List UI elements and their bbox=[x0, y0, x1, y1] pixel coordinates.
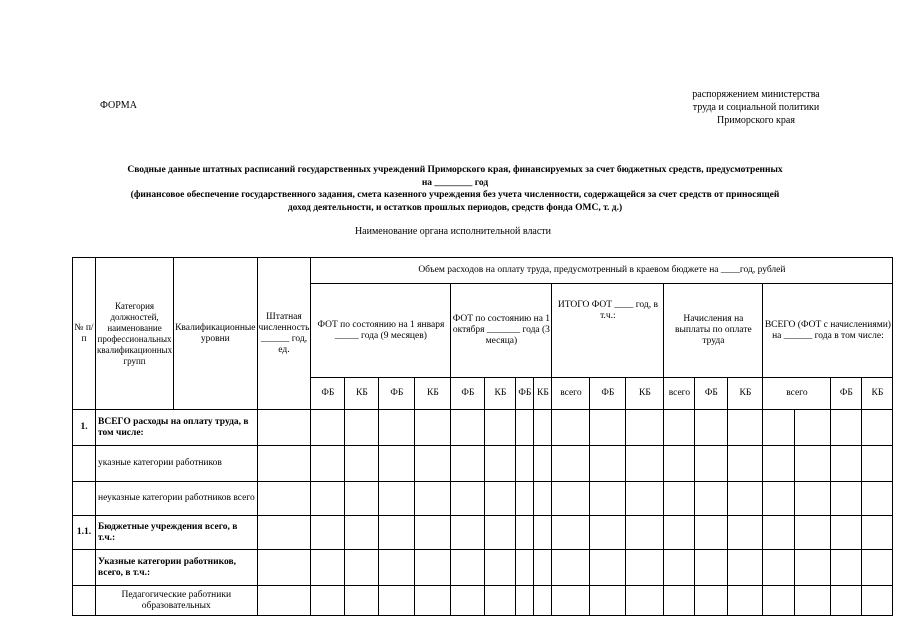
row-num bbox=[73, 586, 96, 616]
sub-header: всего bbox=[552, 378, 590, 410]
row-label: указные категории работников bbox=[96, 446, 258, 482]
row-num: 1. bbox=[73, 410, 96, 446]
col-header-category: Категория должностей, наименование профессиональных квалификационных групп bbox=[96, 258, 174, 410]
approval-block bbox=[676, 88, 836, 127]
row-num bbox=[73, 550, 96, 586]
document-title bbox=[70, 164, 840, 214]
group-vsego: ВСЕГО (ФОТ с начислениями) на ______ года в том числе: bbox=[763, 284, 893, 378]
col-header-staff: Штатная численность ______ год, ед. bbox=[257, 258, 311, 410]
sub-header: ФБ bbox=[695, 378, 728, 410]
approval-line-3: Приморского края bbox=[717, 115, 795, 126]
table-row bbox=[73, 482, 893, 516]
sub-header: КБ bbox=[626, 378, 664, 410]
group-itogo: ИТОГО ФОТ ____ год, в т.ч.: bbox=[552, 284, 664, 378]
sub-header: КБ bbox=[415, 378, 451, 410]
table-row bbox=[73, 586, 893, 616]
organ-label: Наименование органа исполнительной власти bbox=[354, 226, 552, 237]
group-fot-jan: ФОТ по состоянию на 1 января _____ года (9 месяцев) bbox=[311, 284, 451, 378]
approval-line-2: труда и социальной политики bbox=[692, 102, 820, 113]
sub-header: КБ bbox=[728, 378, 763, 410]
staff-table bbox=[72, 257, 893, 616]
row-num bbox=[73, 446, 96, 482]
sub-header: КБ bbox=[534, 378, 552, 410]
table-row bbox=[73, 410, 893, 446]
sub-header: всего bbox=[664, 378, 695, 410]
table-row bbox=[73, 446, 893, 482]
row-label: Бюджетные учреждения всего, в т.ч.: bbox=[96, 516, 258, 550]
sub-header: ФБ bbox=[831, 378, 862, 410]
sub-header: ФБ bbox=[590, 378, 626, 410]
sub-header: ФБ bbox=[516, 378, 534, 410]
row-label: ВСЕГО расходы на оплату труда, в том числе: bbox=[96, 410, 258, 446]
title-line-3: (финансовое обеспечение государственного задания, смета казенного учреждения без учета численности, содержащейся за счет средств от приносящей bbox=[130, 190, 780, 200]
row-label: Педагогические работники образовательных bbox=[96, 586, 258, 616]
sub-header: ФБ bbox=[379, 378, 415, 410]
form-label: ФОРМА bbox=[100, 100, 137, 111]
title-line-1: Сводные данные штатных расписаний государственных учреждений Приморского края, финансируемых за счет бюджетных средств, предусмотренных bbox=[127, 165, 783, 175]
sub-header: КБ bbox=[345, 378, 379, 410]
row-num: 1.1. bbox=[73, 516, 96, 550]
col-header-num: № п/п bbox=[73, 258, 96, 410]
sub-header: ФБ bbox=[451, 378, 485, 410]
approval-line-1: распоряжением министерства bbox=[692, 89, 820, 100]
group-nachisleniya: Начисления на выплаты по оплате труда bbox=[664, 284, 763, 378]
sub-header: всего bbox=[763, 378, 831, 410]
row-label: Указные категории работников, всего, в т.ч.: bbox=[96, 550, 258, 586]
sub-header: ФБ bbox=[311, 378, 345, 410]
row-num bbox=[73, 482, 96, 516]
group-fot-oct: ФОТ по состоянию на 1 октября _______ года (3 месяца) bbox=[451, 284, 552, 378]
sub-header: КБ bbox=[862, 378, 893, 410]
table-row bbox=[73, 516, 893, 550]
title-line-2: на ________ год bbox=[421, 177, 489, 188]
title-line-4: доход деятельности, и остатков прошлых периодов, средств фонда ОМС, т. д.) bbox=[287, 202, 623, 213]
col-header-qualification: Квалификационные уровни bbox=[174, 258, 257, 410]
sub-header: КБ bbox=[485, 378, 516, 410]
row-label: неуказные категории работников всего bbox=[96, 482, 258, 516]
table-row bbox=[73, 550, 893, 586]
col-header-volume: Объем расходов на оплату труда, предусмотренный в краевом бюджете на ____год, рублей bbox=[311, 258, 893, 284]
